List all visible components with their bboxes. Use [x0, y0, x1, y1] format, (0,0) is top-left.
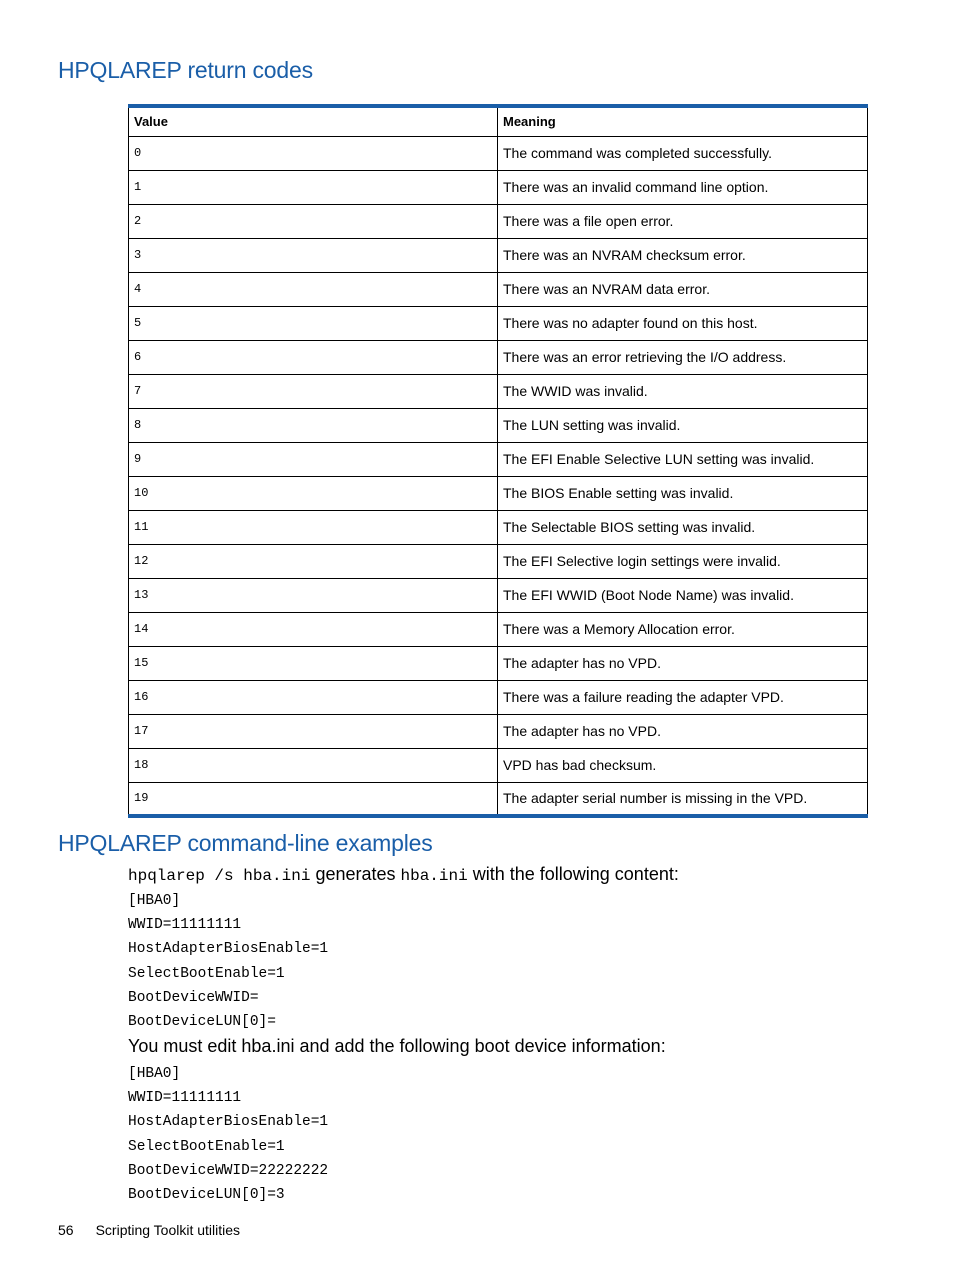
table-row: [129, 680, 868, 714]
table-row: [129, 238, 868, 272]
section-title-examples: HPQLAREP command-line examples: [58, 830, 433, 856]
cell-value: 16: [129, 680, 498, 714]
cell-value: 5: [129, 306, 498, 340]
cell-meaning: The LUN setting was invalid.: [498, 408, 868, 442]
table-row: [129, 306, 868, 340]
code-line: BootDeviceLUN[0]=3: [128, 1186, 285, 1203]
table-row: [129, 476, 868, 510]
column-header-meaning: Meaning: [498, 106, 868, 136]
cell-meaning: The Selectable BIOS setting was invalid.: [498, 510, 868, 544]
cell-meaning: There was a failure reading the adapter VPD.: [498, 680, 868, 714]
code-block-generated: [128, 889, 328, 1034]
footer-label: Scripting Toolkit utilities: [95, 1222, 241, 1238]
column-header-value: Value: [129, 106, 498, 136]
code-line: [HBA0]: [128, 1066, 181, 1082]
code-line: HostAdapterBiosEnable=1: [128, 941, 329, 958]
table-row: [129, 204, 868, 238]
cell-value: 15: [129, 646, 498, 680]
page-number: 56: [58, 1222, 74, 1238]
cell-meaning: The EFI WWID (Boot Node Name) was invalid.: [498, 578, 868, 612]
table-row: [129, 170, 868, 204]
table-row: [129, 340, 868, 374]
intro-text-2: with the following content:: [467, 864, 679, 884]
cell-value: 1: [129, 170, 498, 204]
table-row: [129, 646, 868, 680]
table-row: [129, 544, 868, 578]
cell-value: 4: [129, 272, 498, 306]
cell-meaning: The EFI Selective login settings were invalid.: [498, 544, 868, 578]
table-row: [129, 442, 868, 476]
cell-meaning: There was no adapter found on this host.: [498, 306, 868, 340]
code-line: SelectBootEnable=1: [128, 965, 285, 982]
table-row: [129, 272, 868, 306]
cell-value: 10: [129, 476, 498, 510]
cell-value: 11: [129, 510, 498, 544]
cell-meaning: There was an NVRAM checksum error.: [498, 238, 868, 272]
cell-meaning: The adapter serial number is missing in the VPD.: [498, 782, 868, 816]
code-block-edited: [128, 1062, 328, 1207]
table-row: [129, 748, 868, 782]
cell-meaning: There was an invalid command line option.: [498, 170, 868, 204]
cell-meaning: There was an NVRAM data error.: [498, 272, 868, 306]
cell-meaning: The command was completed successfully.: [498, 136, 868, 170]
cell-value: 3: [129, 238, 498, 272]
command-text: hpqlarep /s hba.ini: [128, 867, 311, 885]
code-line: BootDeviceWWID=: [128, 989, 259, 1006]
cell-value: 13: [129, 578, 498, 612]
cell-meaning: There was an error retrieving the I/O address.: [498, 340, 868, 374]
intro-paragraph: [128, 864, 679, 885]
cell-meaning: The adapter has no VPD.: [498, 714, 868, 748]
section-title-return-codes: HPQLAREP return codes: [58, 57, 313, 83]
cell-value: 17: [129, 714, 498, 748]
table-row: [129, 714, 868, 748]
table-row: [129, 374, 868, 408]
cell-value: 7: [129, 374, 498, 408]
cell-meaning: There was a Memory Allocation error.: [498, 612, 868, 646]
cell-value: 18: [129, 748, 498, 782]
code-line: SelectBootEnable=1: [128, 1138, 285, 1155]
cell-value: 14: [129, 612, 498, 646]
cell-meaning: The WWID was invalid.: [498, 374, 868, 408]
table-header-row: [129, 106, 868, 136]
code-line: [HBA0]: [128, 893, 181, 909]
cell-value: 12: [129, 544, 498, 578]
table-row: [129, 612, 868, 646]
table-body: [129, 136, 868, 816]
cell-value: 19: [129, 782, 498, 816]
table-row: [129, 408, 868, 442]
cell-meaning: The BIOS Enable setting was invalid.: [498, 476, 868, 510]
table-row: [129, 136, 868, 170]
cell-meaning: VPD has bad checksum.: [498, 748, 868, 782]
cell-value: 6: [129, 340, 498, 374]
code-line: WWID=11111111: [128, 1090, 242, 1107]
intro-text-1: generates: [310, 864, 401, 884]
page-footer: [58, 1222, 240, 1238]
code-line: BootDeviceLUN[0]=: [128, 1013, 276, 1030]
cell-value: 2: [129, 204, 498, 238]
cell-meaning: The EFI Enable Selective LUN setting was invalid.: [498, 442, 868, 476]
cell-value: 9: [129, 442, 498, 476]
code-line: WWID=11111111: [128, 917, 242, 934]
cell-value: 0: [129, 136, 498, 170]
code-line: HostAdapterBiosEnable=1: [128, 1114, 329, 1131]
cell-meaning: There was a file open error.: [498, 204, 868, 238]
table-row: [129, 578, 868, 612]
cell-value: 8: [129, 408, 498, 442]
cell-meaning: The adapter has no VPD.: [498, 646, 868, 680]
edit-note-paragraph: You must edit hba.ini and add the following boot device information:: [128, 1036, 666, 1056]
return-codes-table: [128, 104, 868, 818]
code-line: BootDeviceWWID=22222222: [128, 1162, 329, 1179]
table-row: [129, 782, 868, 816]
file-name-text: hba.ini: [400, 867, 468, 885]
table-row: [129, 510, 868, 544]
